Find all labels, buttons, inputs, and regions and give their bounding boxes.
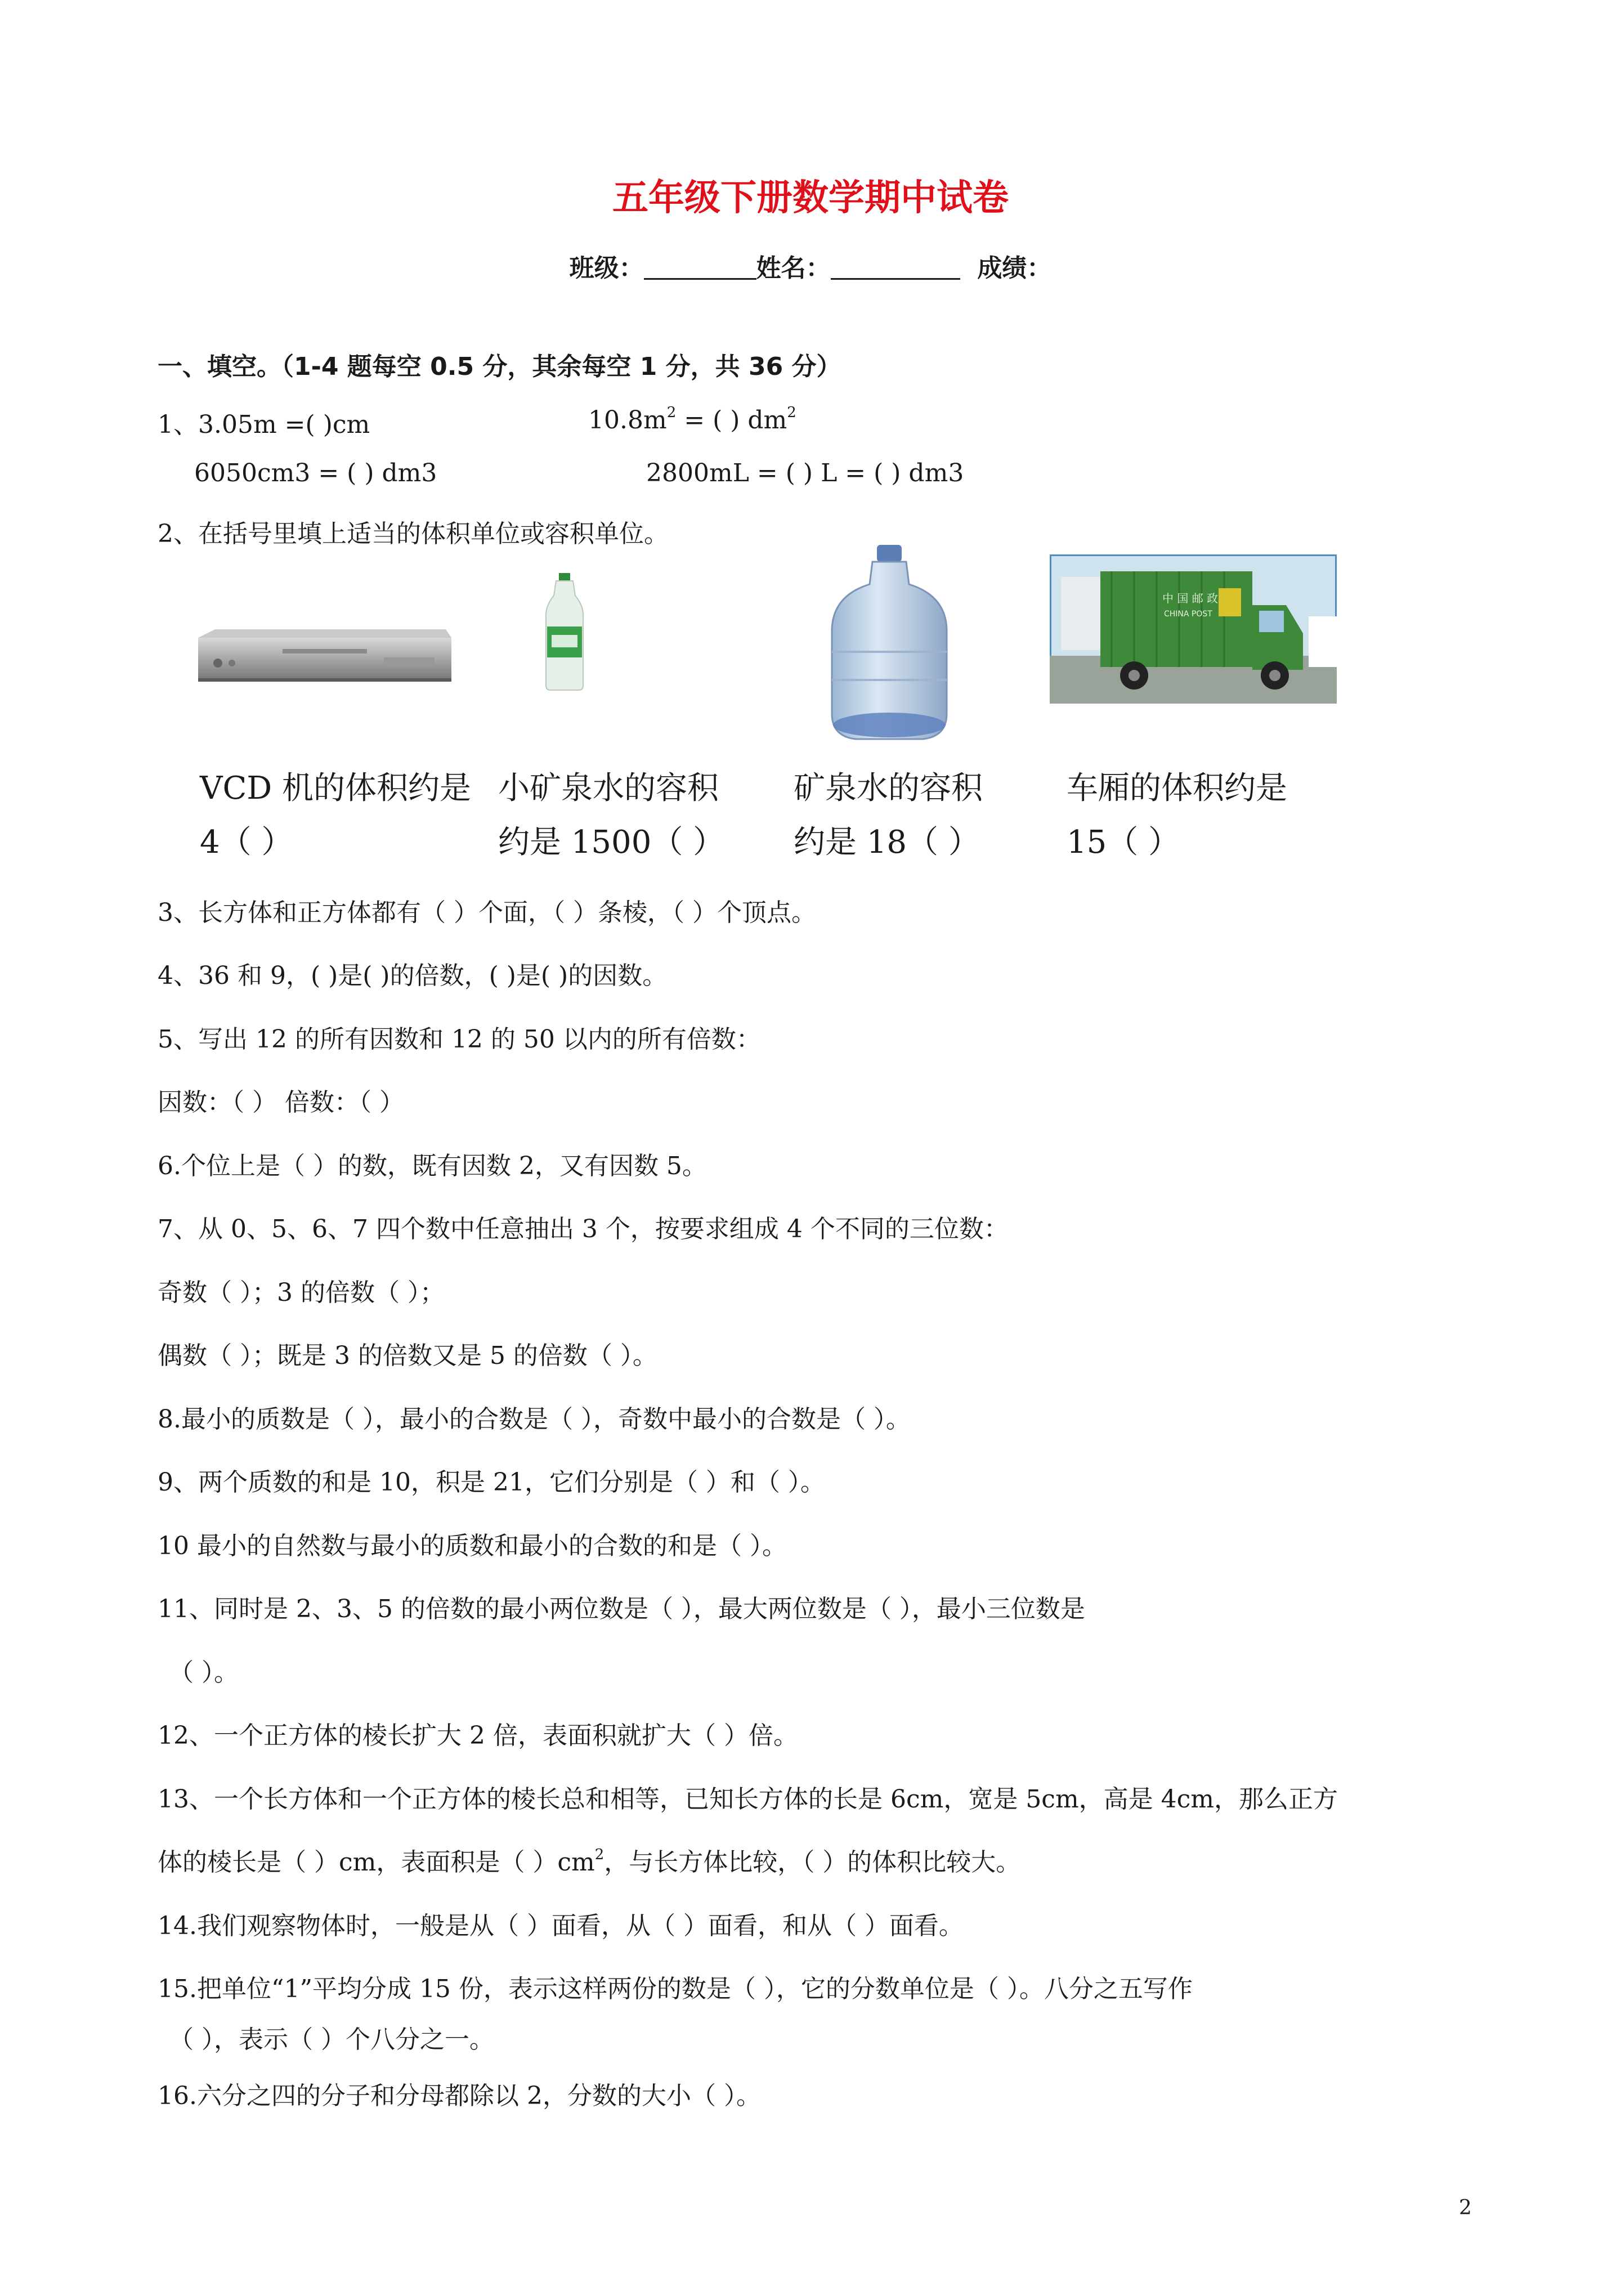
question-8: 8.最小的质数是（ ），最小的合数是（ ），奇数中最小的合数是（ ）。: [158, 1405, 911, 1434]
question-1a: 1、3.05m =( )cm: [158, 410, 370, 439]
question-13-continued: 体的棱长是（ ）cm，表面积是（ ）$cm^2$，与长方体比较，（ ）的体积比较大。: [158, 1846, 1021, 1877]
truck-label-cn: 中 国 邮 政: [1162, 592, 1219, 605]
question-14: 14.我们观察物体时，一般是从（ ）面看，从（ ）面看，和从（ ）面看。: [158, 1912, 964, 1940]
question-15-continued: （ ），表示（ ）个八分之一。: [169, 2025, 494, 2054]
question-6: 6.个位上是（ ）的数，既有因数 2，又有因数 5。: [158, 1152, 707, 1180]
question-1c: 6050cm3 = ( ) dm3: [194, 459, 437, 487]
page-number: 2: [1459, 2196, 1472, 2219]
question-16: 16.六分之四的分子和分母都除以 2，分数的大小（ ）。: [158, 2082, 761, 2110]
class-label: 班级：: [569, 254, 644, 283]
china-post-truck-image: [1050, 554, 1337, 706]
question-5-answer-line: 因数：（ ） 倍数：（ ）: [158, 1088, 404, 1117]
question-2: 2、在括号里填上适当的体积单位或容积单位。: [158, 520, 669, 548]
caption-truck: 车厢的体积约是 15（ ）: [1067, 770, 1287, 861]
class-blank: [644, 253, 756, 280]
question-7-even: 偶数（ ）；既是 3 的倍数又是 5 的倍数（ ）。: [158, 1341, 657, 1370]
caption-water-jug: 矿泉水的容积 约是 18（ ）: [794, 770, 983, 861]
question-15: 15.把单位“1”平均分成 15 份，表示这样两份的数是（ ），它的分数单位是（ ）。八分之五写作: [158, 1975, 1193, 2003]
truck-label-en: CHINA POST: [1164, 610, 1212, 619]
question-1d: 2800mL = ( ) L = ( ) dm3: [646, 459, 964, 487]
question-7: 7、从 0、5、6、7 四个数中任意抽出 3 个，按要求组成 4 个不同的三位数：: [158, 1215, 1009, 1243]
question-13: 13、一个长方体和一个正方体的棱长总和相等，已知长方体的长是 6cm，宽是 5cm，高是 4cm，那么正方: [158, 1785, 1338, 1814]
question-7-odd: 奇数（ ）；3 的倍数（ ）；: [158, 1278, 445, 1307]
question-3: 3、长方体和正方体都有（ ）个面，（ ）条棱，（ ）个顶点。: [158, 898, 816, 927]
question-4: 4、36 和 9，( )是( )的倍数，( )是( )的因数。: [158, 961, 668, 990]
question-5: 5、写出 12 的所有因数和 12 的 50 以内的所有倍数：: [158, 1025, 761, 1054]
name-label: 姓名：: [756, 254, 831, 283]
question-12: 12、一个正方体的棱长扩大 2 倍，表面积就扩大（ ）倍。: [158, 1721, 798, 1750]
question-10: 10 最小的自然数与最小的质数和最小的合数的和是（ ）。: [158, 1532, 787, 1560]
caption-vcd: VCD 机的体积约是 4（ ）: [200, 770, 471, 861]
question-11: 11、同时是 2、3、5 的倍数的最小两位数是（ ），最大两位数是（ ），最小三位数是: [158, 1595, 1085, 1623]
name-blank: [831, 253, 960, 280]
question-9: 9、两个质数的和是 10，积是 21，它们分别是（ ）和（ ）。: [158, 1468, 825, 1497]
water-jug-image: [827, 545, 951, 744]
vcd-player-image: [198, 624, 451, 688]
caption-small-bottle: 小矿泉水的容积 约是 1500（ ）: [498, 770, 725, 861]
page-title: 五年级下册数学期中试卷: [612, 177, 1009, 219]
small-water-bottle-image: [539, 573, 590, 693]
question-11-continued: （ ）。: [169, 1658, 239, 1687]
score-label: 成绩：: [977, 254, 1052, 283]
section-heading: 一、填空。（1-4 题每空 0.5 分，其余每空 1 分，共 36 分）: [158, 352, 841, 381]
student-info-line: [0, 248, 1621, 284]
question-1b: $10.8m^2$ = ( ) $dm^2$: [588, 404, 796, 435]
